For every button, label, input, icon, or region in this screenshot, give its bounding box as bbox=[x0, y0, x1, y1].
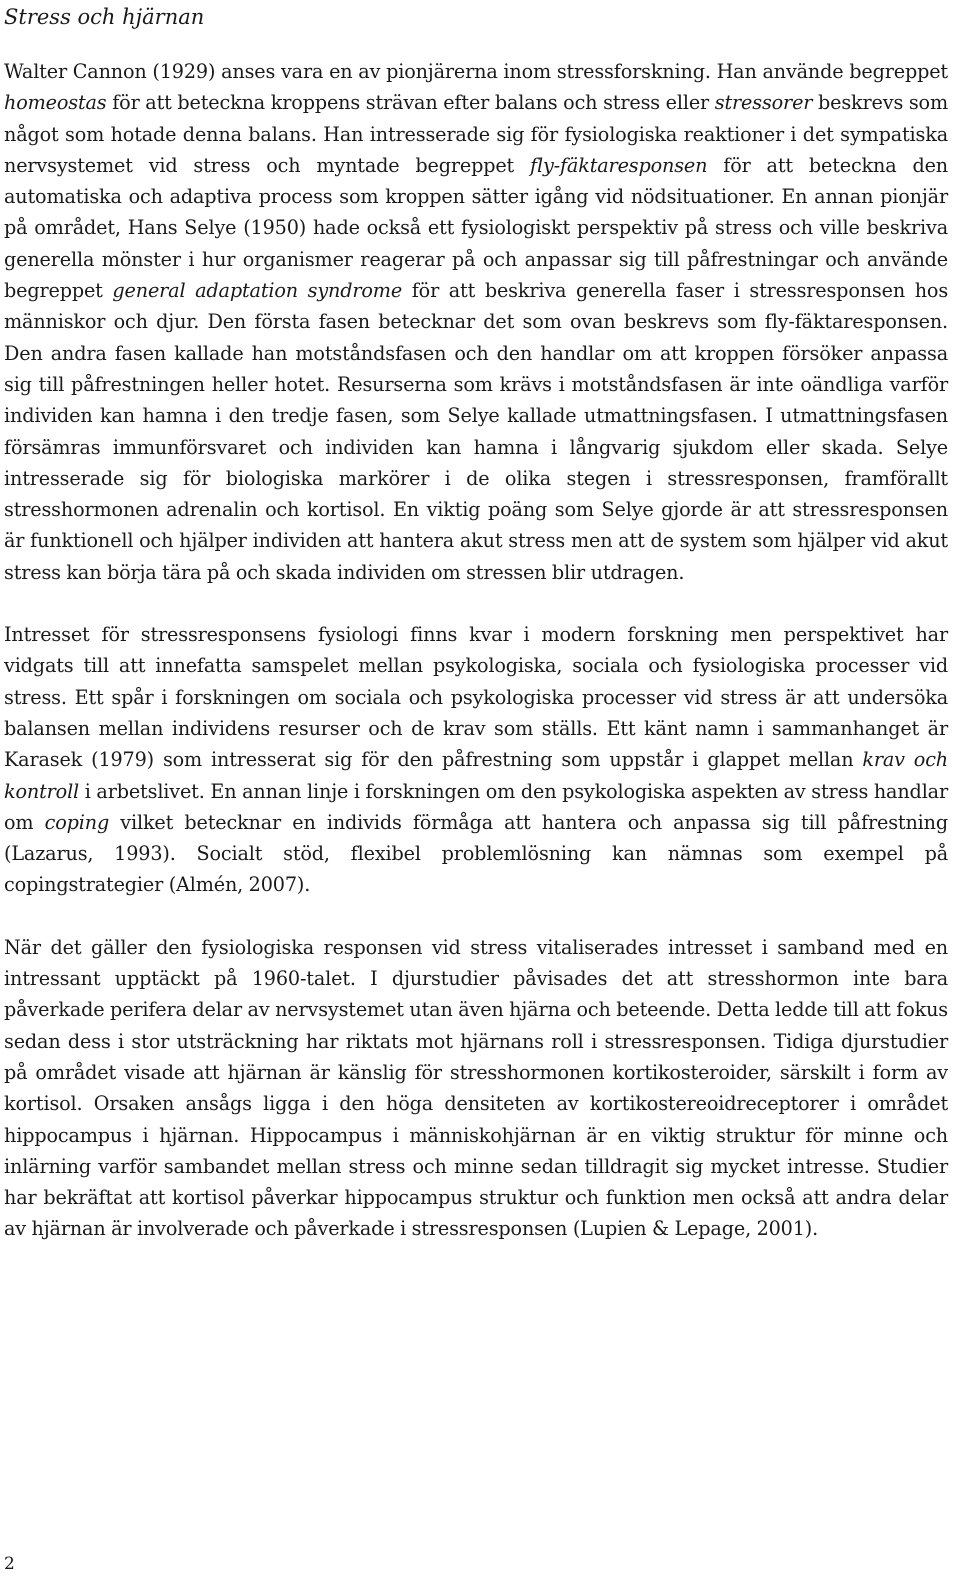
text-run: för att beskriva generella faser i stressresponsen hos människor och djur. Den första fasen betecknar det som ovan beskrevs som fly-fäktaresponsen. Den andra fasen kallade han motståndsfasen och den handlar om att kroppen försöker anpassa sig till påfrestningen heller hotet. Resurserna som krävs i motståndsfasen är inte oändliga varför individen kan hamna i den tredje fasen, som Selye kallade utmattningsfasen. I utmattningsfasen försämras immunförsvaret och individen kan hamna i långvarig sjukdom eller skada. Selye intresserade sig för biologiska markörer i de olika stegen i stressresponsen, framförallt stresshormonen adrenalin och kortisol. En viktig poäng som Selye gjorde är att stressresponsen är funktionell och hjälper individen att hantera akut stress men att de system som hjälper vid akut stress kan börja tära på och skada individen om stressen blir utdragen. bbox=[4, 279, 949, 584]
text-run: När det gäller den fysiologiska responsen vid stress vitaliserades intresset i samband med en intressant upptäckt på 1960-talet. I djurstudier påvisades det att stresshormon inte bara påverkade perifera delar av nervsystemet utan även hjärna och beteende. Detta ledde till att fokus sedan dess i stor utsträckning har riktats mot hjärnans roll i stressresponsen. Tidiga djurstudier på området visade att hjärnan är känslig för stresshormonen kortikosteroider, särskilt i form av kortisol. Orsaken ansågs ligga i den höga densiteten av kortikostereoidreceptorer i området hippocampus i hjärnan. Hippocampus i människohjärnan är en viktig struktur för minne och inlärning varför sambandet mellan stress och minne sedan tilldragit sig mycket intresse. Studier har bekräftat att kortisol påverkar hippocampus struktur och funktion men också att andra delar av hjärnan är involverade och påverkade i stressresponsen (Lupien & Lepage, 2001). bbox=[4, 935, 949, 1241]
text-run: beskrevs som något som hotade denna balans. Han intresserade sig för fysiologiska reaktioner i det sympatiska nervsystemet vid stress och myntade begreppet bbox=[4, 91, 948, 177]
italic-term: krav och kontroll bbox=[4, 748, 949, 803]
text-run: vilket betecknar en individs förmåga att hantera och anpassa sig till påfrestning (Lazarus, 1993). Socialt stöd, flexibel problemlösning kan nämnas som exempel på copingstrategier (Almén, 2007). bbox=[4, 810, 948, 897]
paragraph-3 bbox=[4, 932, 948, 1245]
text-run: i arbetslivet. En annan linje i forskningen om den psykologiska aspekten av stress handlar om bbox=[4, 779, 948, 834]
document-page bbox=[4, 0, 948, 1587]
italic-term: homeostas bbox=[4, 91, 107, 115]
paragraph-1 bbox=[4, 56, 948, 588]
italic-term: fly-fäktaresponsen bbox=[530, 153, 708, 177]
text-run: för att beteckna kroppens strävan efter balans och stress eller bbox=[106, 91, 715, 115]
italic-term: stressorer bbox=[714, 91, 813, 115]
italic-term: general adaptation syndrome bbox=[112, 279, 403, 303]
paragraph-2 bbox=[4, 619, 948, 901]
page-number: 2 bbox=[4, 1554, 15, 1574]
section-heading: Stress och hjärnan bbox=[4, 5, 205, 29]
text-run: Intresset för stressresponsens fysiologi finns kvar i modern forskning men perspektivet har vidgats till att innefatta samspelet mellan psykologiska, sociala och fysiologiska processer vid stress. Ett spår i forskningen om sociala och psykologiska processer vid stress är att undersöka balansen mellan individens resurser och de krav som ställs. Ett känt namn i sammanhanget är Karasek (1979) som intresserat sig för den påfrestning som uppstår i glappet mellan bbox=[4, 623, 948, 772]
italic-term: coping bbox=[44, 810, 110, 834]
text-run: Walter Cannon (1929) anses vara en av pionjärerna inom stressforskning. Han använde begreppet bbox=[4, 60, 948, 83]
text-run: för att beteckna den automatiska och adaptiva process som kroppen sätter igång vid nödsituationer. En annan pionjär på området, Hans Selye (1950) hade också ett fysiologiskt perspektiv på stress och ville beskriva generella mönster i hur organismer reagerar på och anpassar sig till påfrestningar och använde begreppet bbox=[4, 153, 948, 303]
